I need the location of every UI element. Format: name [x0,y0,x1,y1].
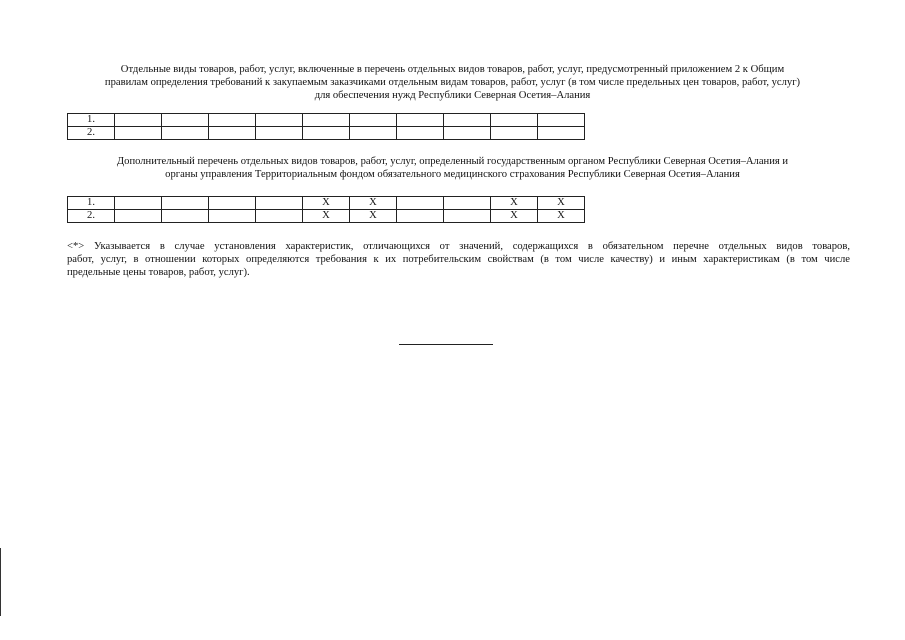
table-cell [162,210,209,223]
table-cell [256,114,303,127]
heading-selected-goods [60,63,845,102]
heading-line: правилам определения требований к закупаемым заказчиками отдельным видам товаров, работ, услуг (в том числе предельных цен товаров, работ, услуг) [104,77,801,88]
table-row [68,127,585,140]
table-cell [350,114,397,127]
heading-line: органы управления Территориальным фондом обязательного медицинского страхования Республики Северная Осетия–Алания [165,169,740,180]
table-cell: X [303,210,350,223]
table-cell: X [538,210,585,223]
heading-line: Дополнительный перечень отдельных видов товаров, работ, услуг, определенный государственным органом Республики Северная Осетия–Алания и [116,156,789,167]
table-cell: 2. [68,127,115,140]
table-cell [397,197,444,210]
heading-line: Отдельные виды товаров, работ, услуг, включенные в перечень отдельных видов товаров, работ, услуг, предусмотренный приложением 2 к Общим [120,64,785,75]
end-of-document-rule [399,344,493,345]
table-cell [538,114,585,127]
heading-additional-list [60,155,845,181]
table-cell [491,114,538,127]
table-cell [115,197,162,210]
table-cell [444,197,491,210]
table-cell [162,197,209,210]
table-cell: 1. [68,197,115,210]
table-cell: X [350,210,397,223]
table-row [68,210,585,223]
table-cell [209,210,256,223]
table-cell [162,114,209,127]
table-cell [350,127,397,140]
table-cell: X [350,197,397,210]
footnote-line: <*> Указывается в случае установления характеристик, отличающихся от значений, содержащихся в обязательном перечне отдельных видов товаров, [67,241,850,252]
footnote-line: работ, услуг, в отношении которых определяются требования к их потребительским свойствам (в том числе качеству) и иным характеристикам (в том числе [67,254,850,265]
table-cell [162,127,209,140]
table-cell [538,127,585,140]
footnote [67,240,850,279]
table-cell: X [491,197,538,210]
table-cell [444,114,491,127]
scan-edge-mark [0,548,1,616]
table-cell [115,127,162,140]
table-cell [397,210,444,223]
table-cell [256,127,303,140]
table-cell [444,127,491,140]
table-cell [209,127,256,140]
footnote-line: предельные цены товаров, работ, услуг). [67,267,250,278]
heading-line: для обеспечения нужд Республики Северная Осетия–Алания [314,90,591,101]
table-cell: 2. [68,210,115,223]
table-cell [397,127,444,140]
table-cell: X [303,197,350,210]
table-cell [256,210,303,223]
table-selected-goods [67,113,585,140]
table-cell: 1. [68,114,115,127]
table-cell: X [491,210,538,223]
table-cell [444,210,491,223]
table-cell [491,127,538,140]
table-cell: X [538,197,585,210]
table-cell [303,127,350,140]
table-row [68,114,585,127]
table-cell [397,114,444,127]
table-cell [256,197,303,210]
table-cell [209,114,256,127]
table-cell [303,114,350,127]
table-cell [209,197,256,210]
table-additional-list [67,196,585,223]
table-cell [115,210,162,223]
table-row [68,197,585,210]
table-cell [115,114,162,127]
